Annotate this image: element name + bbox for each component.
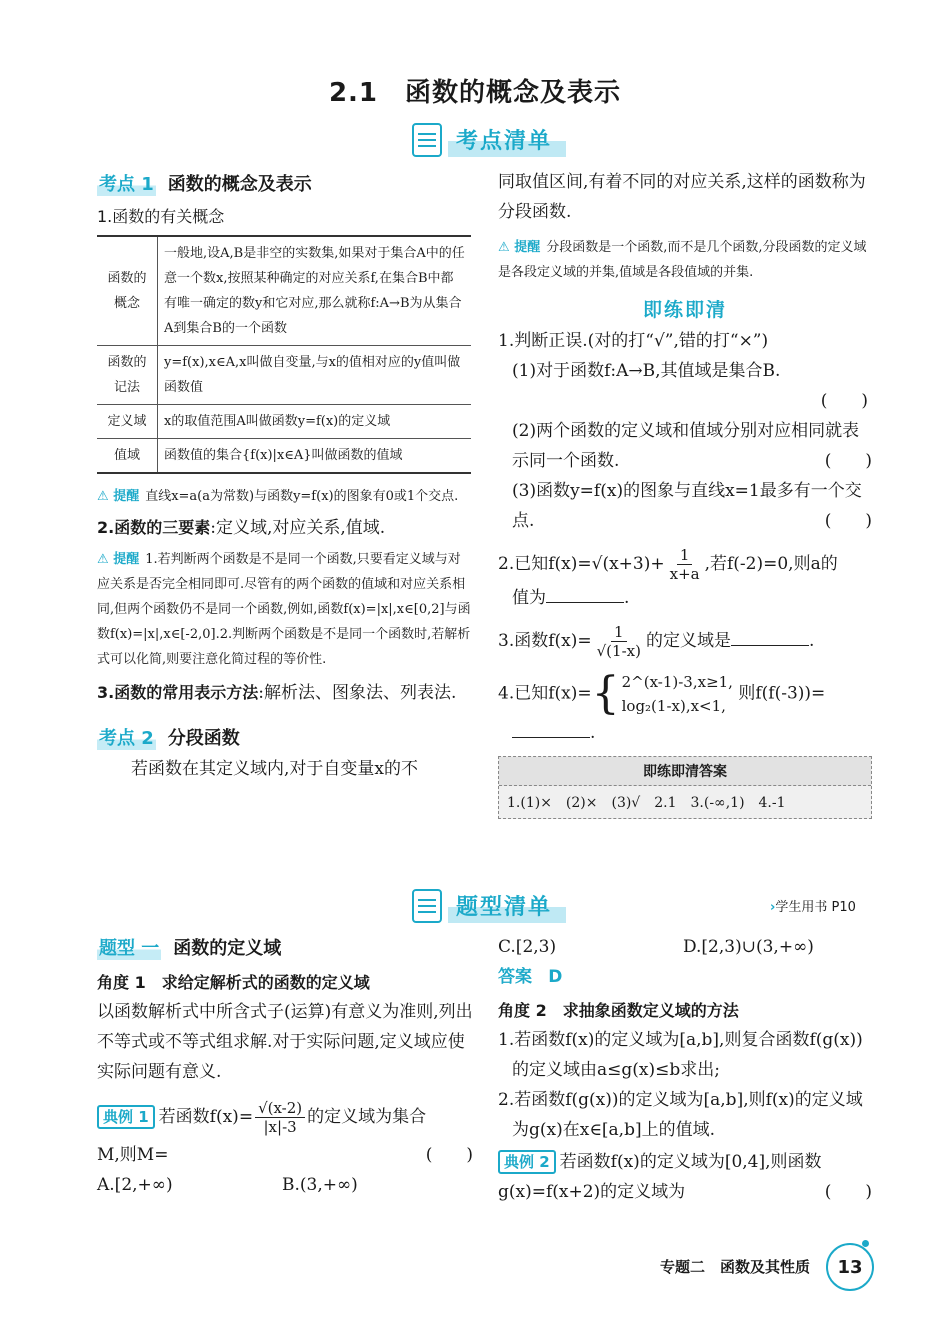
q1-1-paren: ( ): [820, 391, 868, 411]
table-value: 函数值的集合{f(x)|x∈A}叫做函数的值域: [158, 439, 472, 474]
remind-text: 直线x=a(a为常数)与函数y=f(x)的图象有0或1个交点.: [145, 489, 459, 504]
answer-value: D: [548, 967, 563, 987]
chevron-right-icon: ›: [770, 900, 776, 915]
banner-title: 题型清单: [448, 888, 566, 923]
q2: 2.已知f(x)=√(x+3)+ $\frac{1}{x+a}$ ,若f(-2)=0,则a的: [498, 546, 838, 583]
answer-label: 答案: [498, 967, 532, 987]
warning-icon: ⚠: [97, 489, 109, 504]
angle2-title: 角度 2 求抽象函数定义域的方法: [498, 1001, 739, 1020]
example-2: 典例 2 若函数f(x)的定义域为[0,4],则函数: [498, 1147, 872, 1177]
option-c: C.[2,3): [498, 937, 557, 957]
page-dot-icon: [862, 1240, 869, 1247]
remind-text: 1.若判断两个函数是不是同一个函数,只要看定义域与对应关系是否完全相同即可.尽管有的两个函数的值域和对应关系相同,但两个函数仍不是同一个函数,例如,函数f(x)=|x|,x∈[0,2]与函数f(x)=|x|,x∈[-2,0].2.判断两个函数是不是同一个函数时,若解析式可以化简,则要注意化简过程的等价性.: [97, 552, 471, 667]
notepad-icon: [412, 889, 442, 923]
table-key: 函数的记法: [97, 346, 158, 405]
type1-title: 函数的定义域: [173, 938, 282, 959]
book-reference: ›学生用书 P10: [770, 900, 856, 915]
options-cd: [498, 932, 872, 962]
remind-label: ⚠ 提醒: [498, 240, 540, 255]
practice-title: 即练即清: [642, 299, 727, 321]
right-column-top: [498, 167, 872, 819]
table-row: [97, 346, 471, 405]
concept-table: [97, 235, 471, 474]
table-key: 定义域: [97, 405, 158, 439]
kp1-title: 函数的概念及表示: [167, 174, 312, 195]
table-key: 值域: [97, 439, 158, 474]
answer-body: 1.(1)× (2)× (3)√ 2.1 3.(-∞,1) 4.-1: [507, 795, 786, 811]
table-value: y=f(x),x∈A,x叫做自变量,与x的值相对应的y值叫做函数值: [158, 346, 472, 405]
warning-icon: ⚠: [498, 240, 510, 255]
options-ab: [97, 1170, 473, 1200]
rule-1: 1.若函数f(x)的定义域为[a,b],则复合函数f(g(x))的定义域由a≤g(x)≤b求出;: [498, 1030, 863, 1080]
q2-cont: 值为 .: [498, 583, 872, 613]
q1-3: (3)函数y=f(x)的图象与直线x=1最多有一个交点. ( ): [498, 476, 872, 536]
kp2-title: 分段函数: [167, 728, 240, 749]
angle1-title: 角度 1 求给定解析式的函数的定义域: [97, 973, 370, 992]
answer-box: [498, 756, 872, 819]
example-2-cont: g(x)=f(x+2)的定义域为 ( ): [498, 1177, 872, 1207]
answer-title: 即练即清答案: [499, 757, 871, 786]
footer-topic: 专题二 函数及其性质: [660, 1258, 811, 1276]
q1-2-paren: ( ): [824, 451, 872, 471]
q1-3-paren: ( ): [824, 511, 872, 531]
q3-blank: [731, 627, 809, 646]
q4-cont: .: [498, 718, 872, 748]
example-1: 典例 1 若函数f(x)= $\frac{√(x-2)}{|x|-3}$ 的定义域为集合: [97, 1099, 473, 1136]
table-row: [97, 236, 471, 346]
q1-2: (2)两个函数的定义域和值域分别对应相同就表示同一个函数. ( ): [498, 416, 872, 476]
kp1-heading: [97, 170, 473, 196]
warning-icon: ⚠: [97, 552, 109, 567]
kp1-tag: 考点 1: [97, 170, 156, 196]
remind-3: [498, 235, 872, 285]
example-tag: 典例 1: [97, 1105, 155, 1129]
remind-label: ⚠ 提醒: [97, 552, 139, 567]
banner-kaodian: [412, 122, 566, 157]
chapter-title: 2.1 函数的概念及表示: [328, 78, 622, 108]
q3: 3.函数f(x)= $\frac{1}{√(1-x)}$ 的定义域是 .: [498, 623, 815, 660]
q4: 4.已知f(x)= { 2^(x-1)-3,x≥1, log₂(1-x),x<1, 则f(f(-3))=: [498, 668, 826, 719]
table-value: 一般地,设A,B是非空的实数集,如果对于集合A中的任意一个数x,按照某种确定的对应关系f,在集合B中都有唯一确定的数y和它对应,那么就称f:A→B为从集合A到集合B的一个函数: [158, 236, 472, 346]
table-row: [97, 439, 471, 474]
right-column-bottom: [498, 932, 872, 1207]
kp2-text-left: 若函数在其定义域内,对于自变量x的不: [131, 759, 418, 779]
kp2-tag: 考点 2: [97, 724, 156, 750]
remind-1: [97, 484, 473, 509]
q4-piecewise: { 2^(x-1)-3,x≥1, log₂(1-x),x<1,: [591, 668, 733, 719]
q2-fraction: $\frac{1}{x+a}$: [669, 546, 700, 583]
type1-heading: [97, 934, 473, 960]
left-column-top: [97, 170, 473, 784]
example-tag: 典例 2: [498, 1150, 556, 1174]
remind-2: [97, 547, 473, 672]
table-row: [97, 405, 471, 439]
option-a: A.[2,+∞): [97, 1175, 173, 1195]
table-value: x的取值范围A叫做函数y=f(x)的定义域: [158, 405, 472, 439]
ex1-fraction: $\frac{√(x-2)}{|x|-3}$: [255, 1099, 305, 1136]
kp1-sub3: 3.函数的常用表示方法:解析法、图象法、列表法.: [97, 683, 457, 703]
answer-line: [498, 962, 872, 992]
type1-tag: 题型 一: [97, 934, 161, 960]
q3-fraction: $\frac{1}{√(1-x)}$: [596, 623, 641, 660]
example-1-cont: M,则M= ( ): [97, 1140, 473, 1170]
rule-2: 2.若函数f(g(x))的定义域为[a,b],则f(x)的定义域为g(x)在x∈[a,b]上的值域.: [498, 1090, 863, 1140]
left-column-bottom: [97, 934, 473, 1200]
ex2-paren: ( ): [824, 1182, 872, 1202]
q1-1: (1)对于函数f:A→B,其值域是集合B.: [512, 361, 781, 381]
kp2-text-right: 同取值区间,有着不同的对应关系,这样的函数称为分段函数.: [498, 172, 866, 222]
page-number: 13: [826, 1243, 874, 1291]
option-b: B.(3,+∞): [282, 1175, 358, 1195]
banner-tixing: [412, 888, 566, 923]
kp2-heading: [97, 724, 473, 750]
table-key: 函数的概念: [97, 236, 158, 346]
remind-label: ⚠ 提醒: [97, 489, 139, 504]
q1: 1.判断正误.(对的打“√”,错的打“×”): [498, 331, 769, 351]
ex1-paren: ( ): [425, 1145, 473, 1165]
q2-blank: [546, 584, 624, 603]
remind-text: 分段函数是一个函数,而不是几个函数,分段函数的定义域是各段定义域的并集,值域是各段值域的并集.: [498, 240, 867, 280]
kp1-sub1: 1.函数的有关概念: [97, 207, 225, 226]
q4-blank: [512, 719, 590, 738]
notepad-icon: [412, 123, 442, 157]
banner-title: 考点清单: [448, 122, 566, 157]
option-d: D.[2,3)∪(3,+∞): [683, 937, 814, 957]
angle1-text: 以函数解析式中所含式子(运算)有意义为准则,列出不等式或不等式组求解.对于实际问题,定义域应使实际问题有意义.: [97, 1002, 473, 1082]
kp1-sub2: 2.函数的三要素:定义域,对应关系,值域.: [97, 518, 386, 538]
